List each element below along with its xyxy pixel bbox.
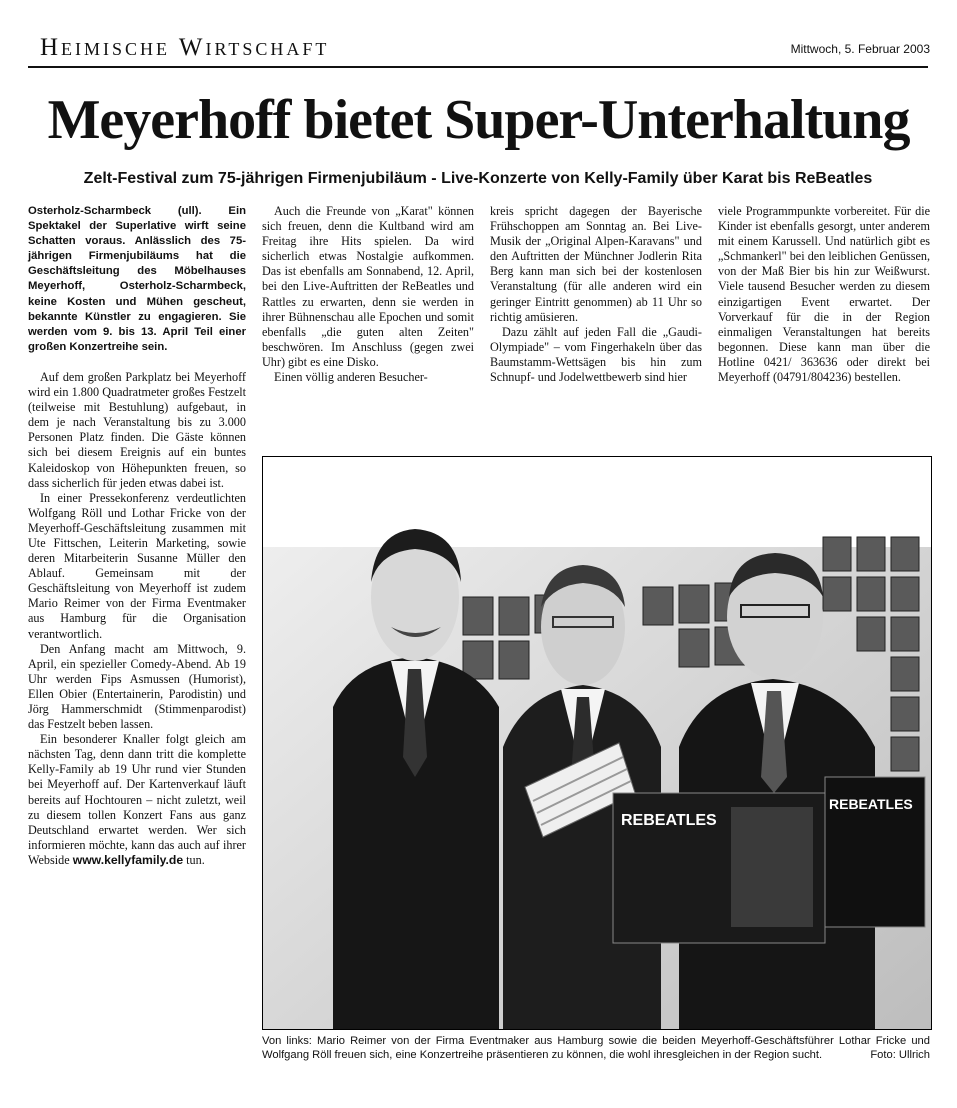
photo-caption — [262, 1034, 930, 1062]
article-column-1 — [28, 204, 246, 868]
subheadline: Zelt-Festival zum 75-jährigen Firmenjubiläum - Live-Konzerte von Kelly-Family über Karat bis ReBeatles — [83, 170, 873, 187]
header-rule — [28, 66, 928, 68]
headline: Meyerhoff bietet Super-Unterhaltung — [47, 89, 910, 151]
poster-label-left: REBEATLES — [621, 812, 717, 829]
body-text-end: tun. — [186, 852, 205, 867]
body-paragraph: Auf dem großen Parkplatz bei Meyerhoff wird ein 1.800 Quadratmeter großes Festzelt (teilweise mit Bestuhlung) aufgebaut, in dem je nach Veranstaltung bis zu 3.000 Personen Platz finden. Die Gäste können sich bei diesem Ereignis auf ein buntes Kaleidoskop von Höhepunkten freuen, so dass sicherlich für jeden etwas dabei ist. — [28, 369, 246, 490]
body-paragraph: Auch die Freunde von „Karat" können sich freuen, denn die Kultband wird am Freitag ihre Hits spielen. Da wird sicherlich etwas Nostalgie aufkommen. Das ist ebenfalls am Sonnabend, 12. April, bei den Live-Auftritten der ReBeatles und Rattles zu erwarten, denn sie werden in ihrer Bühnenschau alle Epochen und somit ebenfalls „die guten alten Zeiten" beschwören. Im Anschluss (gegen zwei Uhr) gibt es eine Disko. — [262, 204, 474, 369]
body-paragraph — [28, 732, 246, 868]
body-paragraph: In einer Pressekonferenz verdeutlichten Wolfgang Röll und Lothar Fricke von der Meyerhoff-Geschäftsleitung zusammen mit Ute Fittschen, Leiterin Marketing, sowie deren Mitarbeiterin Susanne Müller den Ablauf. Gemeinsam mit der Geschäftsleitung von Meyerhoff ist zudem Mario Reimer von der Firma Eventmaker aus Hamburg für die Organisation verantwortlich. — [28, 490, 246, 641]
article-column-2 — [262, 204, 474, 385]
body-paragraph: viele Programmpunkte vorbereitet. Für die Kinder ist ebenfalls gesorgt, unter anderem mit einem Karussell. Und natürlich gibt es „Schmankerl" bei den leiblichen Genüssen, von der Maß Bier bis hin zur Weißwurst. Viele tausend Besucher werden zu diesem einzigartigen Event erwartet. Der Vorverkauf für die in der Region einmaligen Veranstaltungen hat bereits begonnen. Diese kann man über die Hotline 0421/ 363636 oder direkt bei Meyerhoff (04791/804236) bestellen. — [718, 204, 930, 385]
body-text: Ein besonderer Knaller folgt gleich am nächsten Tag, denn dann tritt die komplette Kelly-Family ab 19 Uhr rund vier Stunden bei Meyerhoff auf. Der Kartenverkauf läuft bereits auf Hochtouren – nicht zuletzt, weil zu diesem tollen Konzert Fans aus ganz Deutschland erwartet werden. Wer sich informieren möchte, kann das auch auf ihrer Webside — [28, 732, 246, 867]
website-link[interactable]: www.kellyfamily.de — [72, 852, 184, 867]
article-column-4 — [718, 204, 930, 385]
body-paragraph: Einen völlig anderen Besucher- — [274, 370, 428, 385]
lead-paragraph: Osterholz-Scharmbeck (ull). Ein Spektakel der Superlative wirft seine Schatten voraus. Anlässlich des 75-jährigen Firmenjubiläums hat die Geschäftsleitung des Möbelhauses Meyerhoff, Osterholz-Scharmbeck, keine Kosten und Mühen gescheut, bekannte Künstler zu engagieren. Sie werden vom 9. bis 13. April Teil einer großen Konzertreihe sein. — [28, 205, 246, 353]
body-paragraph: kreis spricht dagegen der Bayerische Frühschoppen am Sonntag an. Bei Live-Musik der „Original Alpen-Karavans" und den Auftritten der Münchner Jodlerin Rita Berg kann man sich bei der kostenlosen Veranstaltung (für alle anderen wird ein geringer Eintritt genommen) ab 11 Uhr so richtig amüsieren. — [490, 204, 702, 324]
poster-label-right: REBEATLES — [829, 796, 913, 812]
caption-text: Von links: Mario Reimer von der Firma Eventmaker aus Hamburg sowie die beiden Meyerhoff-Geschäftsführer Lothar Fricke und Wolfgang Röll freuen sich, eine Konzertreihe präsentieren zu können, die wohl ihresgleichen in der Region sucht. — [262, 1035, 930, 1061]
body-paragraph: Den Anfang macht am Mittwoch, 9. April, ein spezieller Comedy-Abend. Ab 19 Uhr werden Fips Asmussen (Humorist), Ellen Obier (Entertainerin, Parodistin) und Jörg Hammerschmidt (Stimmenparodist) das Festzelt beben lassen. — [28, 641, 246, 732]
photo-illustration — [263, 457, 931, 1029]
section-header — [40, 30, 930, 64]
photo-credit: Foto: Ullrich — [870, 1049, 930, 1061]
concert-posters — [613, 777, 925, 943]
body-paragraph: Dazu zählt auf jeden Fall die „Gaudi-Olympiade" – vom Fingerhakeln über das Baumstamm-Wettsägen bis hin zum Schnupf- und Jodelwettbewerb sind hier — [490, 324, 702, 385]
article-photo — [262, 456, 932, 1030]
article-column-3 — [490, 204, 702, 385]
section-title: Heimische Wirtschaft — [40, 34, 330, 61]
issue-date: Mittwoch, 5. Februar 2003 — [790, 42, 930, 56]
